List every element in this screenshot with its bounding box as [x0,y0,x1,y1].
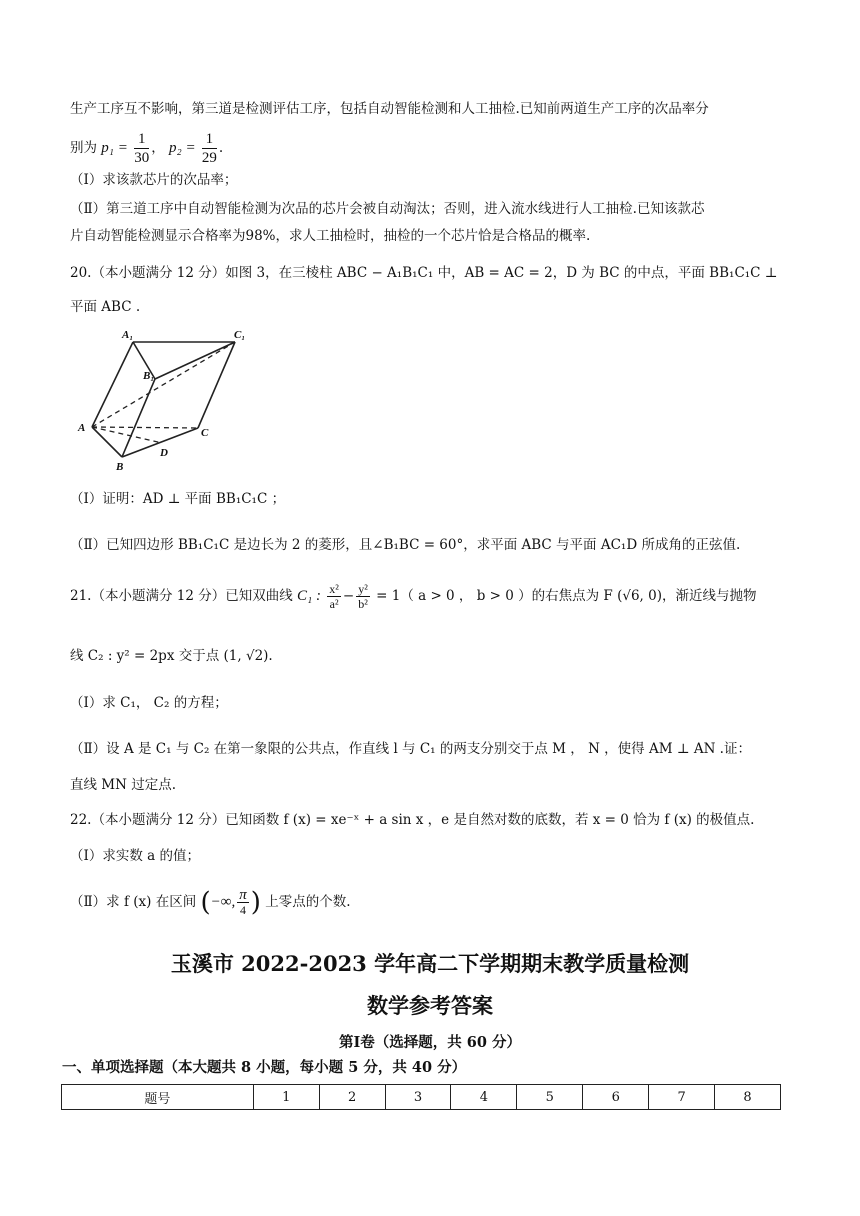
q20-line2: 平面 ABC . [70,299,141,315]
paren-left: ( [200,887,211,918]
q20-line1: 20.（本小题满分 12 分）如图 3，在三棱柱 ABC − A₁B₁C₁ 中，AB = AC = 2，D 为 BC 的中点，平面 BB₁C₁C ⊥ [70,265,778,281]
volume-heading: 第Ⅰ卷（选择题，共 60 分） [338,1034,522,1051]
q19-probabilities [70,128,223,168]
prism-figure [70,322,270,472]
pi: π [239,887,247,903]
table-cell: 4 [451,1085,517,1110]
q22-part2-pre: （Ⅱ）求 f (x) 在区间 [70,894,197,910]
table-cell: 1 [253,1085,319,1110]
q21-line2: 线 C₂ : y² = 2px 交于点 (1, √2). [70,648,273,664]
edge-b1b [122,379,155,457]
q20-part2: （Ⅱ）已知四边形 BB₁C₁C 是边长为 2 的菱形，且∠B₁BC = 60°，求平面 ABC 与平面 AC₁D 所成角的正弦值. [70,537,741,553]
x2: x² [329,582,339,596]
q21-intro: 21.（本小题满分 12 分）已知双曲线 [70,588,293,604]
table-row [62,1085,781,1110]
y2: y² [358,582,368,596]
y2-over-b2 [356,582,370,611]
a2: a² [329,597,339,611]
q19-text-line1: 生产工序互不影响，第三道是检测评估工序，包括自动智能检测和人工抽检.已知前两道生产工序的次品率分 [70,101,709,117]
interval-left: −∞, [210,894,236,910]
answer-subtitle: 数学参考答案 [367,993,493,1018]
edge-a1a [92,342,133,427]
edge-b1c1 [155,342,235,379]
p1-lhs: p₁ = [101,140,128,156]
edge-ac1-dashed [92,342,235,427]
section-heading: 一、单项选择题（本大题共 8 小题，每小题 5 分，共 40 分） [62,1059,467,1076]
q22-part2 [70,882,351,923]
q21-part2-line2: 直线 MN 过定点. [70,777,177,793]
table-cell: 5 [517,1085,583,1110]
p2-num: 1 [202,130,217,149]
paren-right: ) [250,887,261,918]
p2-fraction [202,130,217,167]
table-cell: 题号 [62,1085,254,1110]
edge-ac-dashed [92,427,198,428]
edge-ab [92,427,122,457]
table-cell: 7 [649,1085,715,1110]
label-b: B [116,461,124,472]
end-dot: . [218,140,224,156]
minus: − [342,588,355,604]
q21-line1 [70,576,757,616]
label-c: C [201,427,209,439]
pi-over-4 [237,888,249,917]
answer-title: 玉溪市 2022-2023 学年高二下学期期末教学质量检测 [170,951,690,976]
p1-num: 1 [134,130,149,149]
q22-line1: 22.（本小题满分 12 分）已知函数 f (x) = xe⁻ˣ + a sin x ，e 是自然对数的底数，若 x = 0 恰为 f (x) 的极值点. [70,812,755,828]
x2-over-a2 [327,582,341,611]
table-cell: 6 [583,1085,649,1110]
q22-part2-post: 上零点的个数. [265,894,351,910]
edge-ad-dashed [92,427,162,443]
p1-fraction [134,130,149,167]
p1-den: 30 [134,150,150,166]
label-c1: C₁ [234,329,246,341]
q19-part2-line2: 片自动智能检测显示合格率为98%，求人工抽检时，抽检的一个芯片恰是合格品的概率. [70,228,591,244]
table-cell: 8 [715,1085,781,1110]
q19-part2-line1: （Ⅱ）第三道工序中自动智能检测为次品的芯片会被自动淘汰；否则，进入流水线进行人工抽检.已知该款芯 [70,201,705,217]
q21-rest: = 1（ a > 0 ， b > 0 ）的右焦点为 F (√6, 0)，渐近线与抛物 [376,588,757,604]
p2-lhs: p₂ = [168,140,196,156]
table-cell: 3 [385,1085,451,1110]
label-d: D [160,447,168,459]
answer-table [61,1084,781,1110]
q22-part1: （Ⅰ）求实数 a 的值； [70,848,200,864]
q19-prefix: 别为 [70,140,97,156]
label-a1: A₁ [122,329,134,341]
label-b1: B₁ [143,370,155,382]
edge-c1c [198,342,235,428]
table-cell: 2 [319,1085,385,1110]
q21-part2-line1: （Ⅱ）设 A 是 C₁ 与 C₂ 在第一象限的公共点，作直线 l 与 C₁ 的两支分别交于点 M ， N ，使得 AM ⊥ AN .证： [70,741,751,757]
b2: b² [358,597,368,611]
label-a: A [78,422,86,434]
sep: ， [151,140,165,156]
q21-part1: （Ⅰ）求 C₁， C₂ 的方程； [70,695,228,711]
p2-den: 29 [201,150,217,166]
q19-part1: （Ⅰ）求该款芯片的次品率； [70,172,238,188]
q20-part1: （Ⅰ）证明：AD ⊥ 平面 BB₁C₁C ； [70,491,286,507]
q21-c1: C₁ : [297,588,321,604]
four: 4 [239,903,246,917]
